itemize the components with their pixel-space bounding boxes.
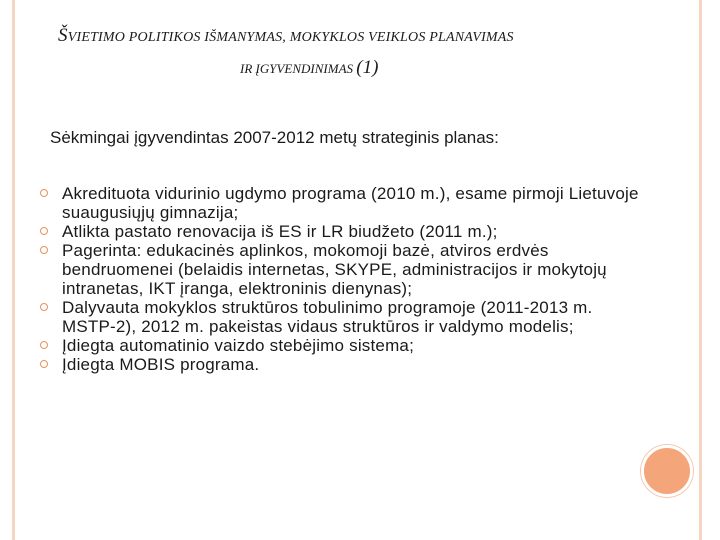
list-item-text: Akredituota vidurinio ugdymo programa (2010 m.), esame pirmoji Lietuvoje suaugusiųjų gimnazija; — [62, 184, 639, 222]
decorative-circle — [641, 445, 693, 497]
title-line-2 — [58, 57, 658, 79]
list-item-text: Pagerinta: edukacinės aplinkos, mokomoji bazė, atviros erdvės bendruomenei (belaidis internetas, SKYPE, administracijos ir mokytojų intranetas, IKT įranga, elektroninis dienynas); — [62, 241, 607, 298]
subtitle: Sėkmingai įgyvendintas 2007-2012 metų strateginis planas: — [50, 128, 499, 147]
list-item — [40, 298, 640, 336]
bullet-circle-icon — [40, 360, 48, 368]
list-item — [40, 184, 640, 222]
bullet-list — [40, 184, 640, 374]
title-line-2-text: IR ĮGYVENDINIMAS — [240, 61, 354, 76]
list-item-text: Įdiegta MOBIS programa. — [62, 355, 260, 374]
list-item — [40, 355, 640, 374]
list-item — [40, 241, 640, 298]
title-line-1-text: VIETIMO POLITIKOS IŠMANYMAS, MOKYKLOS VEIKLOS PLANAVIMAS — [67, 30, 514, 45]
bullet-circle-icon — [40, 341, 48, 349]
list-item-text: Įdiegta automatinio vaizdo stebėjimo sistema; — [62, 336, 415, 355]
bullet-circle-icon — [40, 303, 48, 311]
list-item-text: Atlikta pastato renovacija iš ES ir LR biudžeto (2011 m.); — [62, 222, 498, 241]
title-line-1 — [58, 25, 658, 47]
list-item — [40, 336, 640, 355]
list-item — [40, 222, 640, 241]
slide-title — [58, 25, 658, 79]
title-initial: Š — [58, 25, 68, 46]
title-number: (1) — [356, 57, 379, 78]
bullet-circle-icon — [40, 246, 48, 254]
list-item-text: Dalyvauta mokyklos struktūros tobulinimo programoje (2011-2013 m. MSTP-2), 2012 m. pakeistas vidaus struktūros ir valdymo modelis; — [62, 298, 593, 336]
bullet-circle-icon — [40, 227, 48, 235]
bullet-circle-icon — [40, 189, 48, 197]
